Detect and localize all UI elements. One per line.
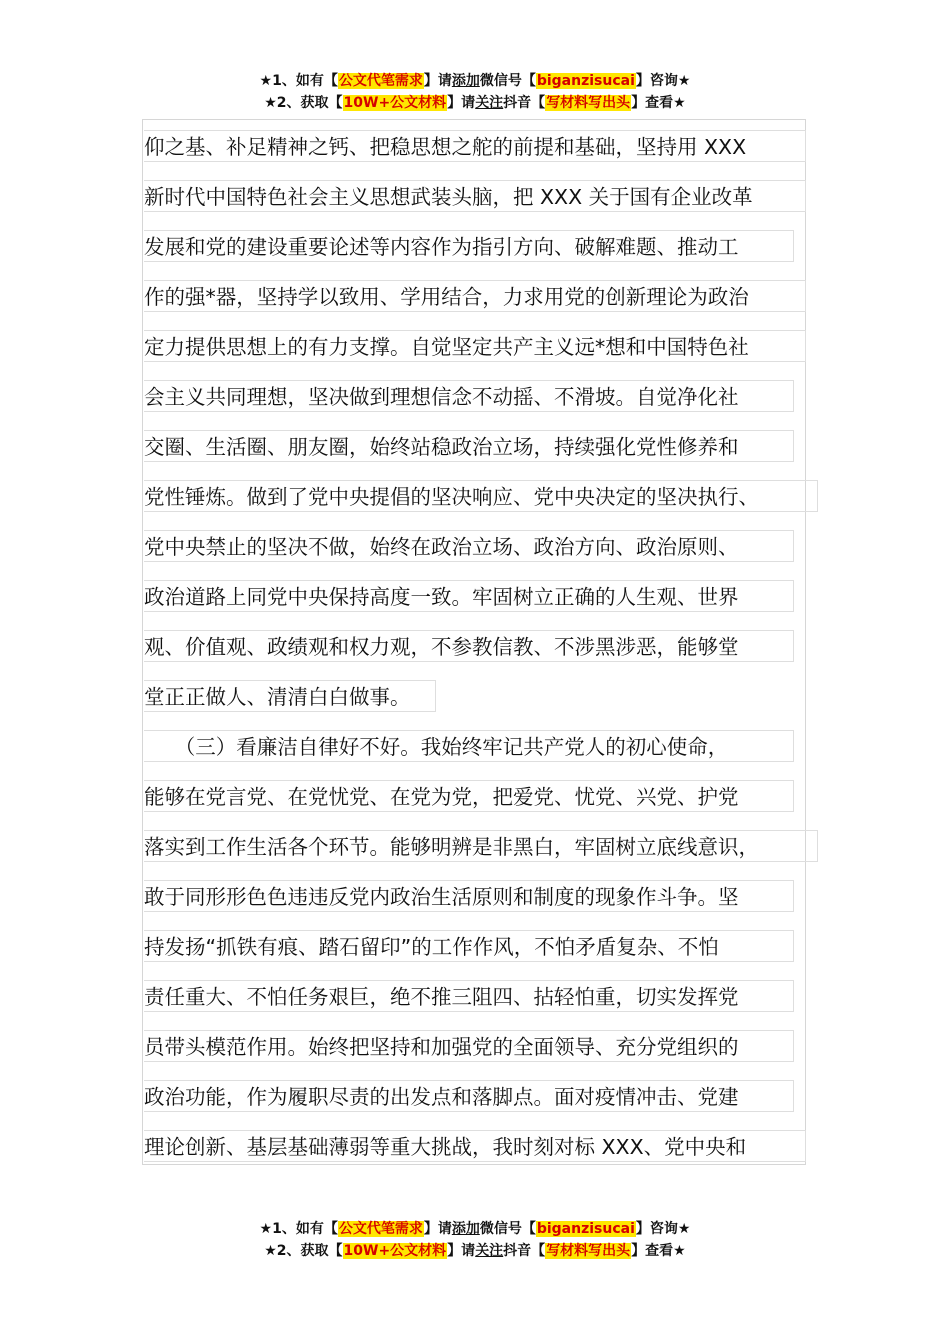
highlight-materials: 10W+公文材料 — [343, 1243, 447, 1259]
body-line: 党中央禁止的坚决不做，始终在政治立场、政治方向、政治原则、 — [144, 530, 794, 562]
body-line: 党性锤炼。做到了党中央提倡的坚决响应、党中央决定的坚决执行、 — [144, 480, 818, 512]
banner-text: ★1、如有【 — [259, 73, 338, 89]
banner-underlined-text: 关注 — [475, 1243, 504, 1259]
banner-text: 】查看★ — [631, 1243, 686, 1259]
banner-text: 】咨询★ — [635, 1221, 691, 1237]
body-line: 落实到工作生活各个环节。能够明辨是非黑白，牢固树立底线意识， — [144, 830, 818, 862]
body-line: 仰之基、补足精神之钙、把稳思想之舵的前提和基础，坚持用 XXX — [144, 130, 806, 162]
footer-banner — [0, 1218, 950, 1262]
highlight-materials: 10W+公文材料 — [343, 95, 447, 111]
banner-text: 抖音【 — [503, 95, 546, 111]
highlight-wechat-id: biganzisucai — [536, 73, 635, 89]
highlight-wechat-id: biganzisucai — [536, 1221, 635, 1237]
body-line: 持发扬“抓铁有痕、踏石留印”的工作作风，不怕矛盾复杂、不怕 — [144, 930, 794, 962]
body-line: 政治功能，作为履职尽责的出发点和落脚点。面对疫情冲击、党建 — [144, 1080, 794, 1112]
body-line: 会主义共同理想，坚决做到理想信念不动摇、不滑坡。自觉净化社 — [144, 380, 794, 412]
highlight-douyin-account: 写材料写出头 — [546, 1243, 631, 1259]
highlight-ghostwriting: 公文代笔需求 — [338, 73, 423, 89]
banner-underlined-text: 添加 — [451, 73, 480, 89]
body-line: 堂正正做人、清清白白做事。 — [144, 680, 436, 712]
highlight-ghostwriting: 公文代笔需求 — [338, 1221, 423, 1237]
banner-text: 】咨询★ — [635, 73, 691, 89]
header-banner — [0, 70, 950, 114]
body-line: 能够在党言党、在党忧党、在党为党，把爱党、忧党、兴党、护党 — [144, 780, 794, 812]
banner-text: 】请 — [447, 1243, 476, 1259]
body-line: 敢于同形形色色违违反党内政治生活原则和制度的现象作斗争。坚 — [144, 880, 794, 912]
body-line: （三）看廉洁自律好不好。我始终牢记共产党人的初心使命， — [144, 730, 794, 762]
banner-underlined-text: 关注 — [475, 95, 504, 111]
body-line: 发展和党的建设重要论述等内容作为指引方向、破解难题、推动工 — [144, 230, 794, 262]
banner-line-1 — [0, 1218, 950, 1240]
banner-text: ★2、获取【 — [264, 95, 343, 111]
body-line: 作的强*器，坚持学以致用、学用结合，力求用党的创新理论为政治 — [144, 280, 806, 312]
banner-text: ★2、获取【 — [264, 1243, 343, 1259]
banner-line-2 — [0, 92, 950, 114]
banner-text: 微信号【 — [479, 1221, 536, 1237]
body-line: 定力提供思想上的有力支撑。自觉坚定共产主义远*想和中国特色社 — [144, 330, 806, 362]
banner-text: 抖音【 — [503, 1243, 546, 1259]
banner-text: 】查看★ — [631, 95, 686, 111]
banner-text: 微信号【 — [479, 73, 536, 89]
banner-text: 】请 — [423, 1221, 452, 1237]
body-line: 责任重大、不怕任务艰巨，绝不推三阻四、拈轻怕重，切实发挥党 — [144, 980, 794, 1012]
banner-text: 】请 — [447, 95, 476, 111]
banner-underlined-text: 添加 — [451, 1221, 480, 1237]
body-line: 理论创新、基层基础薄弱等重大挑战，我时刻对标 XXX、党中央和 — [144, 1130, 806, 1162]
body-line: 交圈、生活圈、朋友圈，始终站稳政治立场，持续强化党性修养和 — [144, 430, 794, 462]
body-line: 员带头模范作用。始终把坚持和加强党的全面领导、充分党组织的 — [144, 1030, 794, 1062]
highlight-douyin-account: 写材料写出头 — [546, 95, 631, 111]
banner-text: 】请 — [423, 73, 452, 89]
banner-line-1 — [0, 70, 950, 92]
body-line: 新时代中国特色社会主义思想武装头脑，把 XXX 关于国有企业改革 — [144, 180, 806, 212]
body-line: 观、价值观、政绩观和权力观，不参教信教、不涉黑涉恶，能够堂 — [144, 630, 794, 662]
banner-line-2 — [0, 1240, 950, 1262]
banner-text: ★1、如有【 — [259, 1221, 338, 1237]
body-line: 政治道路上同党中央保持高度一致。牢固树立正确的人生观、世界 — [144, 580, 794, 612]
